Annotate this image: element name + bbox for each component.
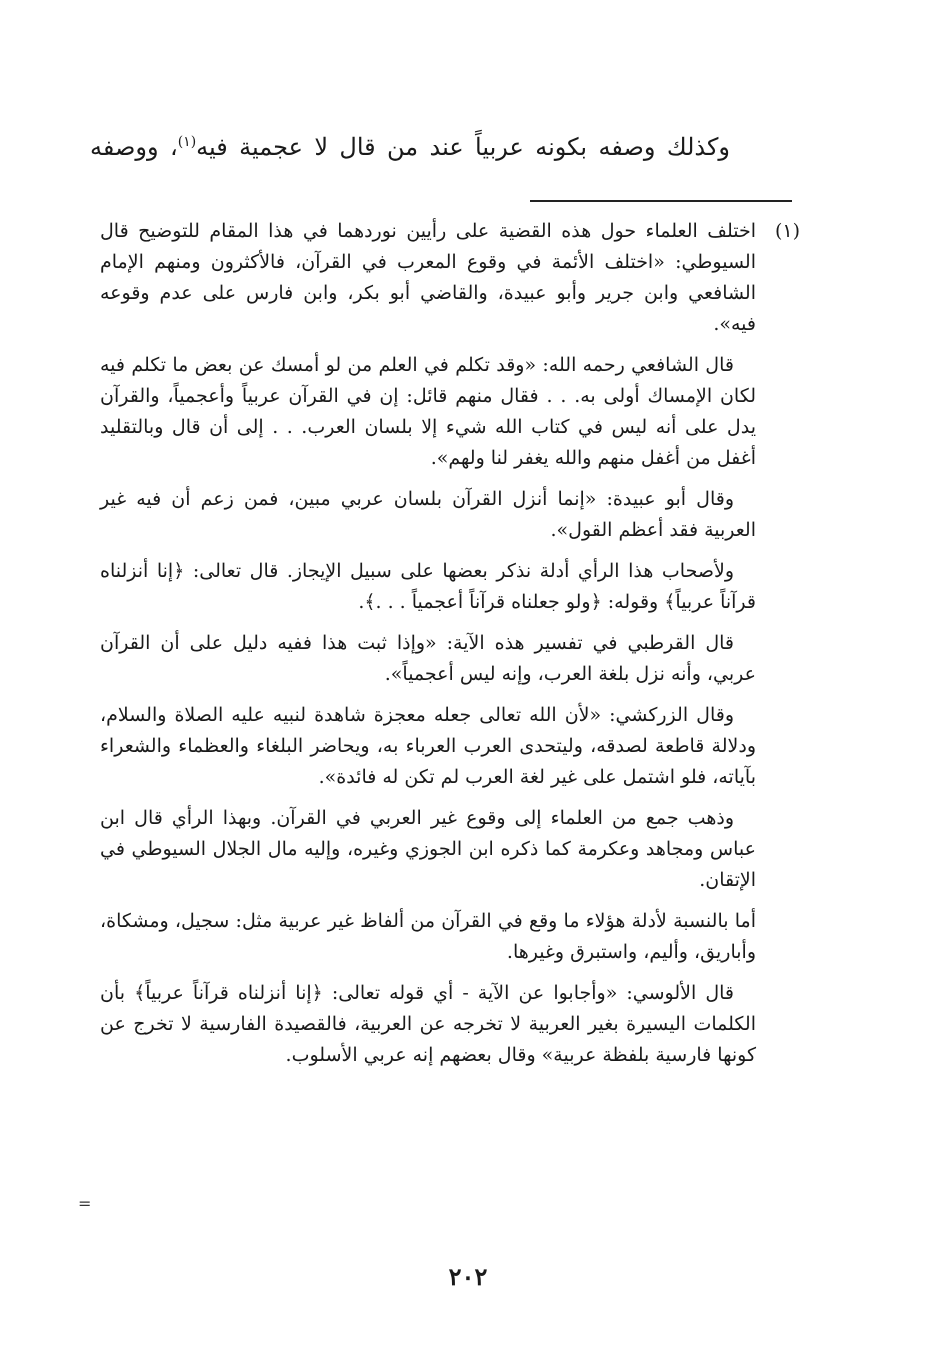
footnote-separator xyxy=(530,200,792,202)
footnote-reference: (١) xyxy=(177,134,197,150)
footnote-paragraph: أما بالنسبة لأدلة هؤلاء ما وقع في القرآن من ألفاظ غير عربية مثل: سجيل، ومشكاة، وأباريق، وأليم، واستبرق وغيرها. xyxy=(100,910,756,963)
footnote-paragraph: وقال أبو عبيدة: «إنما أنزل القرآن بلسان عربي مبين، فمن زعم أن فيه غير العربية فقد أعظم القول». xyxy=(100,488,756,541)
main-text-before-ref: وكذلك وصفه بكونه عربياً عند من قال لا عجمية فيه xyxy=(196,133,730,161)
footnote-paragraph: قال الألوسي: «وأجابوا عن الآية - أي قوله تعالى: ﴿إنا أنزلناه قرآناً عربياً﴾ بأن الكلمات اليسيرة بغير العربية لا تخرجه عن العربية، فالقصيدة الفارسية لا تخرج عن كونها فارسية بلفظة عربية» وقال بعضهم إنه عربي الأسلوب. xyxy=(100,982,756,1066)
footnote-paragraph: وذهب جمع من العلماء إلى وقوع غير العربي في القرآن. وبهذا الرأي قال ابن عباس ومجاهد وعكرمة كما ذكره ابن الجوزي وغيره، وإليه مال الجلال السيوطي في الإتقان. xyxy=(100,807,756,891)
footnote-paragraph: قال القرطبي في تفسير هذه الآية: «وإذا ثبت هذا ففيه دليل على أن القرآن عربي، وأنه نزل بلغة العرب، وإنه ليس أعجمياً». xyxy=(100,632,756,685)
main-text-line xyxy=(90,118,730,171)
footnote-paragraph: ولأصحاب هذا الرأي أدلة نذكر بعضها على سبيل الإيجاز. قال تعالى: ﴿إنا أنزلناه قرآناً عربياً﴾ وقوله: ﴿ولو جعلناه قرآناً أعجمياً . . .﴾. xyxy=(100,560,756,613)
footnote-paragraph: وقال الزركشي: «لأن الله تعالى جعله معجزة شاهدة لنبيه عليه الصلاة والسلام، ودلالة قاطعة لصدقه، وليتحدى العرب العرباء به، ويحاضر البلغاء والعظماء والشعراء بآياته، فلو اشتمل على غير لغة العرب لم تكن له فائدة». xyxy=(100,704,756,788)
margin-mark: = xyxy=(78,1194,92,1213)
page-number: ٢٠٢ xyxy=(448,1262,488,1291)
main-text-after-ref: ، ووصفه xyxy=(90,133,178,161)
footnote-marker: (١) xyxy=(774,220,800,242)
footnote-paragraph: اختلف العلماء حول هذه القضية على رأيين نوردهما في هذا المقام للتوضيح قال السيوطي: «اختلف الأئمة في وقوع المعرب في القرآن، فالأكثرون ومنهم الإمام الشافعي وابن جرير وأبو عبيدة، والقاضي أبو بكر، وابن فارس على عدم وقوعه فيه». xyxy=(100,220,756,335)
footnote-paragraph: قال الشافعي رحمه الله: «وقد تكلم في العلم من لو أمسك عن بعض ما تكلم فيه لكان الإمساك أولى به. . . فقال منهم قائل: إن في القرآن عربياً وأعجمياً، والقرآن يدل على أنه ليس في كتاب الله شيء إلا بلسان العرب. . . إلى أن قال وبالتقليد أغفل من أغفل منهم والله يغفر لنا ولهم». xyxy=(100,354,756,469)
footnote-block xyxy=(100,216,756,1081)
